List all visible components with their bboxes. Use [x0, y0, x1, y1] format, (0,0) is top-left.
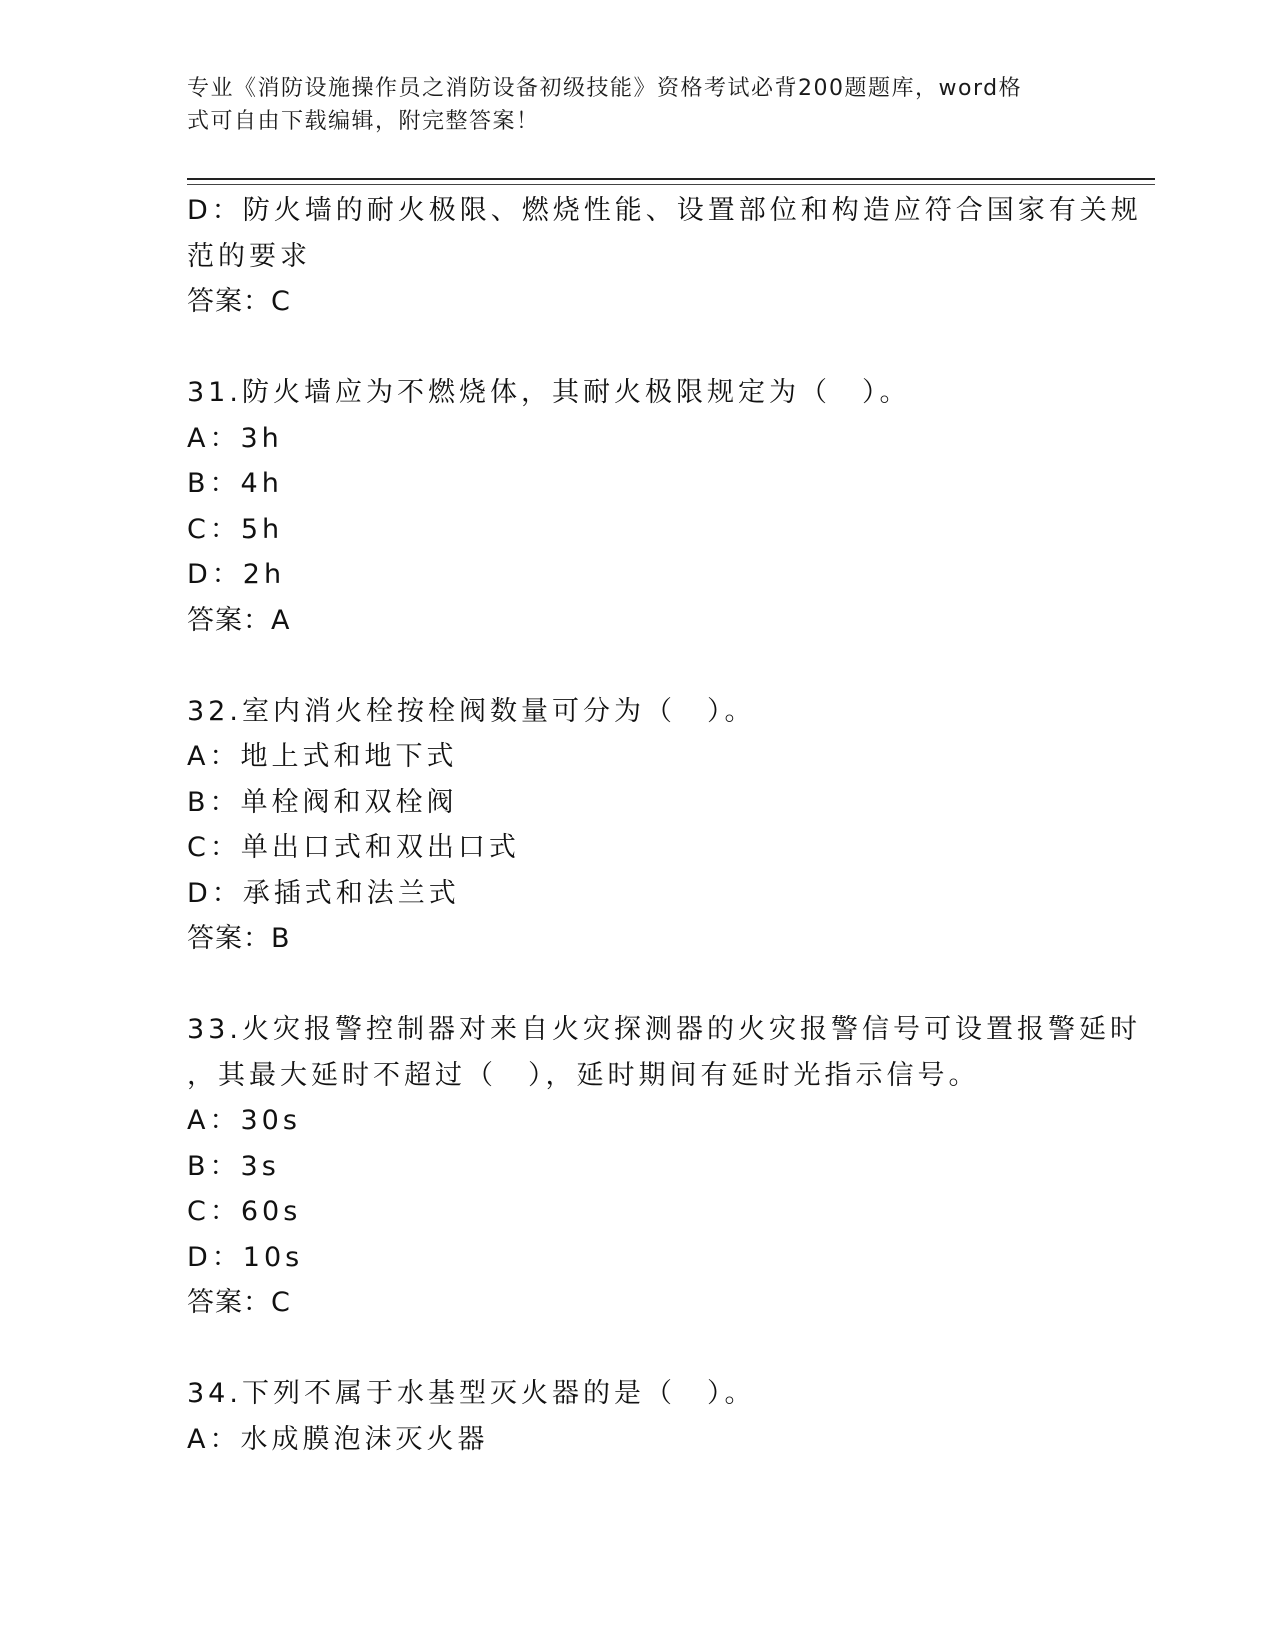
question-stem: 32.室内消火栓按栓阀数量可分为（ ）。	[187, 695, 756, 727]
option-a: A：30s	[187, 1105, 301, 1136]
header-line-2: 式可自由下载编辑，附完整答案！	[187, 109, 540, 134]
question-stem: 33.火灾报警控制器对来自火灾探测器的火灾报警信号可设置报警延时	[187, 1014, 1141, 1045]
option-d: D：承插式和法兰式	[187, 877, 460, 909]
question-list	[187, 188, 1142, 1462]
option-d: D：10s	[187, 1241, 304, 1273]
option-b: B：4h	[187, 468, 283, 499]
spacer	[187, 1326, 1087, 1372]
option-d: D：防火墙的耐火极限、燃烧性能、设置部位和构造应符合国家有关规	[187, 195, 1142, 226]
header-divider-thick	[187, 178, 1155, 180]
option-b: B：3s	[187, 1150, 280, 1182]
option-a: A：3h	[187, 422, 283, 454]
option-c: C：60s	[187, 1196, 302, 1227]
header-line-1: 专业《消防设施操作员之消防设备初级技能》资格考试必背200题题库，word格	[187, 76, 1023, 101]
question-stem-continued: ，其最大延时不超过（ ），延时期间有延时光指示信号。	[187, 1059, 980, 1091]
option-d-continued: 范的要求	[187, 240, 311, 272]
question-stem: 31.防火墙应为不燃烧体，其耐火极限规定为（ ）。	[187, 377, 911, 408]
spacer	[187, 962, 1087, 1008]
header-divider-thin	[187, 184, 1155, 185]
option-a: A：水成膜泡沫灭火器	[187, 1423, 489, 1455]
document-header	[187, 72, 1067, 138]
answer-line: 答案：A	[187, 604, 291, 636]
option-b: B：单栓阀和双栓阀	[187, 786, 458, 818]
option-c: C：5h	[187, 513, 284, 545]
answer-line: 答案：C	[187, 286, 291, 317]
spacer	[187, 325, 1087, 371]
spacer	[187, 643, 1087, 689]
option-a: A：地上式和地下式	[187, 741, 458, 772]
option-c: C：单出口式和双出口式	[187, 832, 520, 863]
option-d: D：2h	[187, 559, 286, 590]
answer-line: 答案：C	[187, 1287, 291, 1318]
question-stem: 34.下列不属于水基型灭火器的是（ ）。	[187, 1378, 756, 1409]
answer-line: 答案：B	[187, 923, 291, 954]
